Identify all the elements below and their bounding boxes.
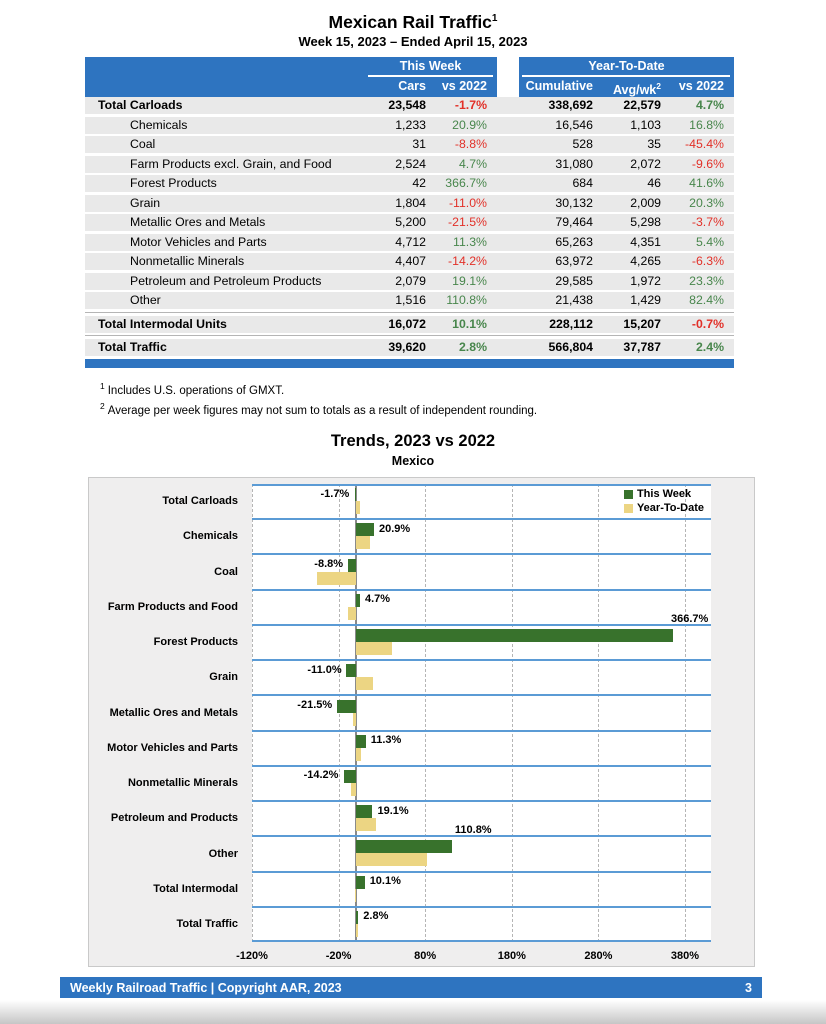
category-label: Other [208,847,238,860]
table-row [85,214,734,231]
row-separator-line [252,940,711,942]
cell: 2.8% [458,340,487,354]
cell: -1.7% [454,98,487,112]
cell: 31,080 [555,156,593,171]
cell: 46 [647,176,661,190]
cell [493,292,519,309]
table-bottom-bar [85,359,734,368]
col-group-this-week [344,59,493,77]
bar-year-to-date [356,642,392,655]
cell [493,273,519,290]
cell: 29,585 [555,273,593,288]
row-label: Nonmetallic Minerals [130,254,245,268]
row-separator-line [252,694,711,696]
title-footnote-marker: 1 [491,13,498,25]
legend-item-this-week [624,488,704,500]
table-row [85,316,734,333]
table-row [85,339,734,356]
cell: 11.3% [453,234,487,249]
category-label: Forest Products [153,636,238,649]
row-separator-line [252,659,711,661]
table-row [85,234,734,251]
col-header-vs2022-week: vs 2022 [441,79,487,93]
bar-this-week [356,629,674,642]
bar-value-label: 2.8% [363,910,389,923]
cell: -11.0% [448,195,487,210]
bar-year-to-date [356,924,358,937]
bar-value-label: -14.2% [303,769,339,782]
cell: 41.6% [689,176,724,190]
page-title [0,0,826,33]
category-label: Coal [214,565,238,578]
bar-value-label: 20.9% [379,522,411,535]
cell: 684 [572,176,593,190]
cell: 4,351 [630,234,661,249]
bar-value-label: -21.5% [297,699,333,712]
cell: 1,516 [395,293,426,307]
row-separator-line [252,800,711,802]
footnote-2 [100,401,826,417]
footnotes [100,381,826,418]
cell: 110.8% [446,293,487,307]
bar-value-label: -11.0% [307,663,342,676]
table-row [85,97,734,114]
cell: 2.4% [695,340,724,354]
cell: -0.7% [691,316,724,331]
cell: 338,692 [548,98,593,112]
col-header-vs2022-ytd: vs 2022 [678,79,724,93]
cell [493,253,519,270]
cell: 2,524 [395,156,426,171]
bar-year-to-date [317,572,356,585]
bar-this-week [356,840,452,853]
trends-chart [88,477,755,967]
col-header-avg-wk [595,77,665,96]
row-separator-line [252,518,711,520]
cell: -21.5% [448,215,487,229]
ytd-group-label: Year-To-Date [588,59,665,73]
row-label: Petroleum and Petroleum Products [130,273,322,288]
bar-this-week [356,805,373,818]
table-row [85,117,734,134]
cell: 4.7% [695,98,724,112]
legend-item-year-to-date [624,502,704,514]
x-tick-label: 380% [670,950,700,963]
cell: 37,787 [623,340,661,354]
category-label: Metallic Ores and Metals [109,706,238,719]
page-bottom-shade [0,1000,826,1024]
bar-year-to-date [356,501,360,514]
table-header [85,57,734,97]
row-separator-line [252,871,711,873]
cell: 79,464 [555,215,593,229]
cell [493,234,519,251]
row-label: Metallic Ores and Metals [130,215,266,229]
row-separator-line [252,589,711,591]
cell [493,97,519,114]
cell: 2,079 [395,273,426,288]
footnote-1-marker: 1 [100,380,105,391]
cell: 16.8% [689,117,724,132]
cell: 4.7% [458,156,487,171]
footnote-1-text: Includes U.S. operations of GMXT. [107,384,285,397]
table-row [85,175,734,192]
table-row [85,292,734,309]
cell: 5,298 [630,215,661,229]
cell [493,117,519,134]
page-title-text: Mexican Rail Traffic [328,12,492,32]
row-separator-line [252,765,711,767]
cell: 2,009 [630,195,661,210]
chart-plot [236,484,711,963]
row-label: Total Carloads [98,98,183,112]
cell: -45.4% [685,137,724,151]
cell: 19.1% [452,273,487,288]
cell: 21,438 [555,293,593,307]
bar-this-week [337,700,356,713]
bar-value-label: -8.8% [314,558,344,571]
col-group-year-to-date [519,59,734,77]
bar-year-to-date [355,889,356,902]
row-label: Chemicals [130,117,188,132]
col-header-cumulative: Cumulative [525,79,593,93]
cell: 528 [572,137,593,151]
cell: 16,072 [388,316,426,331]
rail-traffic-table [85,57,734,368]
bar-value-label: 4.7% [365,593,391,606]
category-label: Petroleum and Products [110,812,238,825]
cell [493,156,519,173]
cell: 566,804 [548,340,593,354]
cell: -8.8% [454,137,487,151]
bar-year-to-date [348,607,356,620]
cell: -9.6% [691,156,724,171]
cell: 1,233 [395,117,426,132]
cell: 20.9% [452,117,487,132]
footer-text: Weekly Railroad Traffic | Copyright AAR, 2023 [70,980,342,995]
x-tick-label: 280% [584,950,613,963]
cell: 5.4% [695,234,724,249]
chart-legend [624,488,704,516]
table-row [85,253,734,270]
col-header-cars: Cars [398,79,426,93]
bar-value-label: -1.7% [320,487,350,500]
legend-swatch [624,504,633,513]
row-separator-line [252,553,711,555]
x-tick-label: -20% [325,950,352,963]
cell [493,339,519,356]
table-row [85,195,734,212]
table-body [85,97,734,356]
row-label: Other [130,293,161,307]
chart-subtitle: Mexico [391,454,435,469]
category-label: Total Intermodal [153,882,238,895]
page-subtitle: Week 15, 2023 – Ended April 15, 2023 [298,34,528,49]
cell: -6.3% [691,254,724,268]
bar-this-week [346,664,356,677]
row-divider [85,312,734,313]
bar-this-week [356,594,360,607]
legend-swatch [624,490,633,499]
footnote-2-text: Average per week figures may not sum to totals as a result of independent rounding. [107,405,538,418]
category-label: Motor Vehicles and Parts [107,741,238,754]
row-separator-line [252,624,711,626]
this-week-group-label: This Week [399,59,462,73]
cell: 42 [412,176,426,190]
cell: 22,579 [623,98,661,112]
bar-value-label: 11.3% [370,734,402,747]
cell: 39,620 [388,340,426,354]
cell [493,175,519,192]
footnote-1 [100,381,826,397]
cell: 35 [647,137,661,151]
cell: -14.2% [448,254,487,268]
category-label: Farm Products and Food [107,600,238,613]
table-row [85,273,734,290]
bar-this-week [355,488,357,501]
cell: 1,103 [630,117,661,132]
avg-wk-footnote-marker: 2 [656,81,661,91]
x-tick-label: 80% [414,950,437,963]
cell: 1,804 [395,195,426,210]
x-tick-label: 180% [497,950,526,963]
bar-year-to-date [351,783,357,796]
bar-this-week [356,523,374,536]
row-separator-line [252,484,711,486]
cell: -3.7% [691,215,724,229]
bar-year-to-date [356,853,427,866]
bar-value-label: 110.8% [454,824,492,837]
bar-year-to-date [356,536,371,549]
cell [493,316,519,333]
cell: 31 [412,137,426,151]
x-tick-label: -120% [236,950,268,963]
bar-this-week [348,559,356,572]
page-number: 3 [745,980,752,995]
bar-value-label: 366.7% [671,613,709,626]
cell: 366.7% [445,176,487,190]
cell [493,136,519,153]
cell: 10.1% [452,316,487,331]
cell: 4,407 [395,254,426,268]
cell: 1,972 [630,273,661,288]
row-label: Farm Products excl. Grain, and Food [130,156,332,171]
footnote-2-marker: 2 [100,401,105,412]
cell: 15,207 [623,316,661,331]
cell [493,195,519,212]
row-label: Motor Vehicles and Parts [130,234,267,249]
legend-label: Year-To-Date [636,502,704,515]
category-label: Grain [209,671,238,684]
cell: 5,200 [395,215,426,229]
category-label: Nonmetallic Minerals [127,777,238,790]
category-label: Chemicals [182,530,238,543]
cell [493,214,519,231]
row-label: Total Intermodal Units [98,316,227,331]
row-label: Forest Products [130,176,217,190]
category-label: Total Traffic [176,918,238,931]
cell: 4,265 [630,254,661,268]
table-row [85,136,734,153]
avg-wk-label: Avg/wk [612,83,657,98]
bar-this-week [356,735,366,748]
cell: 30,132 [555,195,593,210]
cell: 228,112 [549,316,593,331]
row-separator-line [252,730,711,732]
chart-title: Trends, 2023 vs 2022 [330,432,496,451]
cell: 20.3% [689,195,724,210]
bar-value-label: 19.1% [377,804,409,817]
legend-label: This Week [636,488,692,501]
cell: 23.3% [689,273,724,288]
cell: 16,546 [555,117,593,132]
cell: 65,263 [555,234,593,249]
bar-this-week [356,911,358,924]
table-row [85,156,734,173]
row-separator-line [252,906,711,908]
row-label: Total Traffic [98,340,167,354]
bar-year-to-date [356,748,361,761]
bar-value-label: 10.1% [369,875,401,888]
bar-this-week [356,876,365,889]
category-label: Total Carloads [162,495,238,508]
cell: 82.4% [689,293,724,307]
bar-year-to-date [353,713,356,726]
cell: 23,548 [388,98,426,112]
row-label: Coal [130,137,156,151]
cell: 4,712 [395,234,426,249]
bar-this-week [344,770,356,783]
row-divider [85,335,734,336]
bar-year-to-date [356,677,374,690]
bar-year-to-date [356,818,376,831]
cell: 63,972 [555,254,593,268]
cell: 2,072 [630,156,661,171]
cell: 1,429 [630,293,661,307]
row-label: Grain [130,195,161,210]
page-footer [60,977,762,998]
